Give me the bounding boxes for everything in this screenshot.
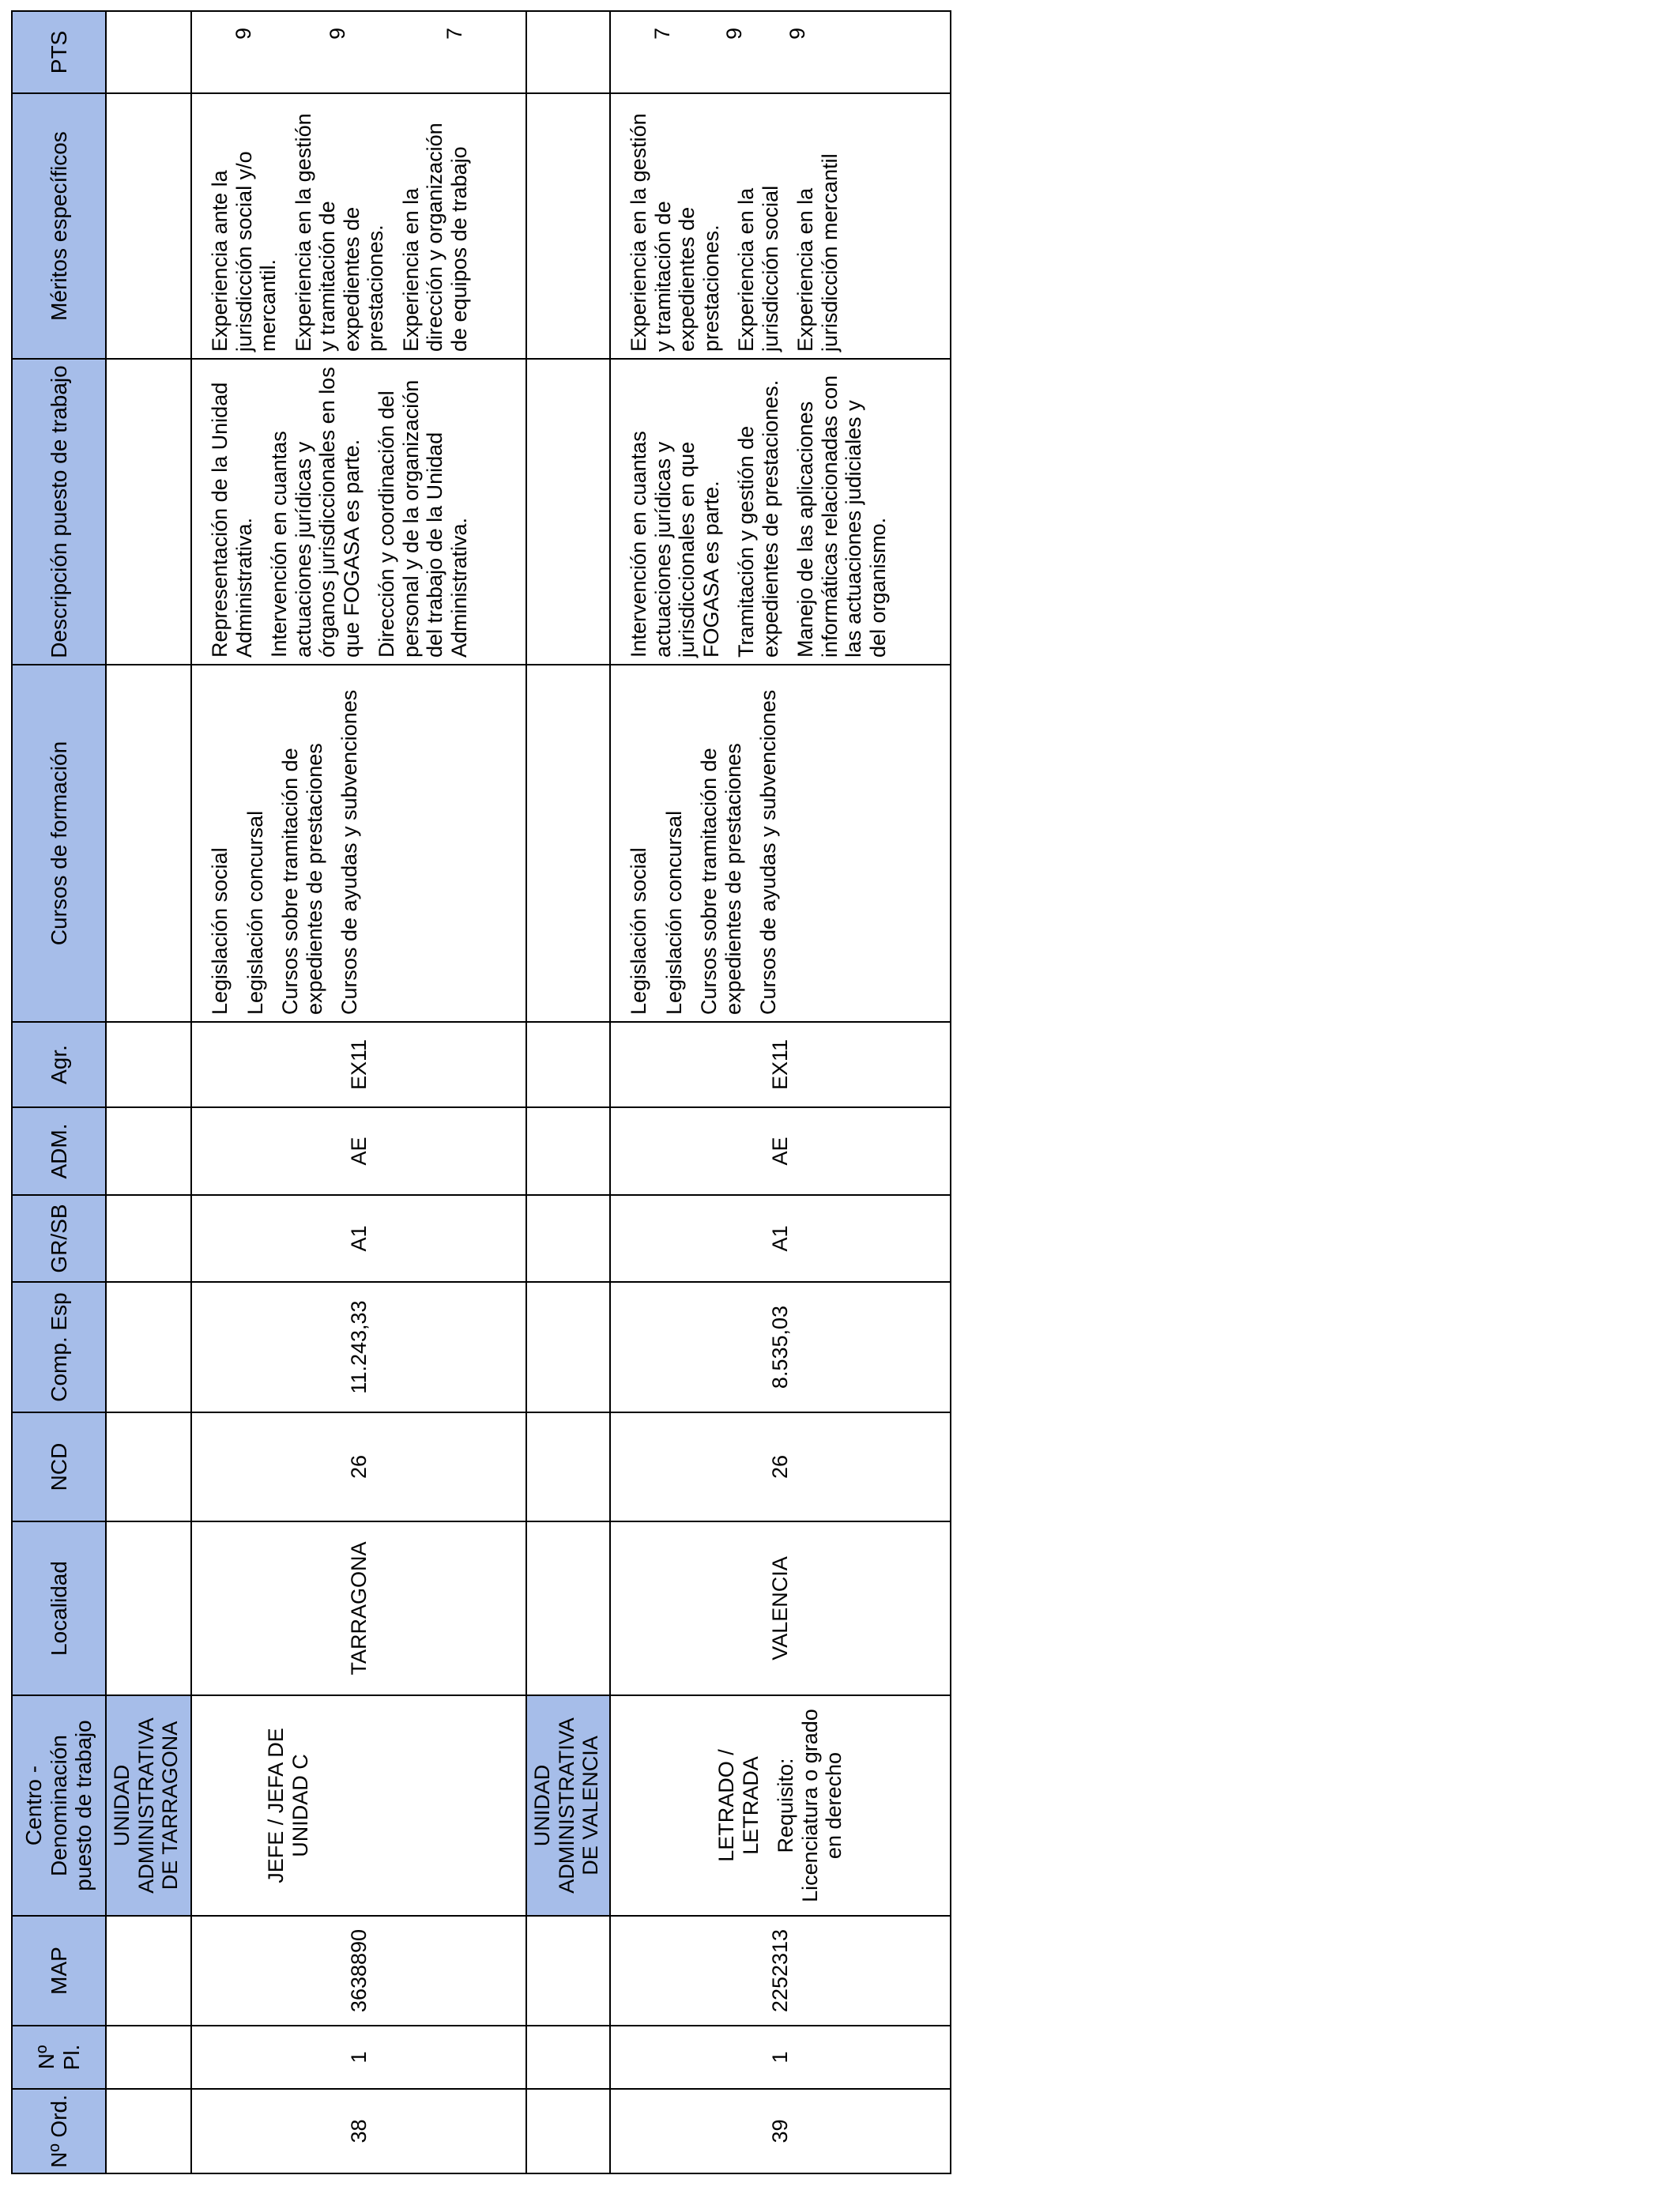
header-row (12, 11, 106, 2173)
cell-adm: AE (610, 1107, 951, 1195)
cell-comp-esp: 11.243,33 (191, 1282, 526, 1412)
header-plazas: Nº Pl. (12, 2026, 106, 2089)
cell-localidad: VALENCIA (610, 1521, 951, 1695)
cell-cursos (610, 665, 951, 1022)
header-grsb: GR/SB (12, 1195, 106, 1282)
header-descripcion: Descripción puesto de trabajo (12, 359, 106, 665)
unit-row-valencia (526, 11, 610, 2173)
cell-ncd: 26 (610, 1412, 951, 1521)
descripcion-item: Intervención en cuantas actuaciones jurídicas y jurisdiccionales en que FOGASA es parte. (627, 431, 723, 658)
unit-row-tarragona (106, 11, 191, 2173)
header-map: MAP (12, 1916, 106, 2026)
cell-adm: AE (191, 1107, 526, 1195)
curso-item: Legislación concursal (243, 810, 267, 1015)
pts-value: 9 (785, 28, 809, 40)
plazas-table (11, 10, 951, 2174)
curso-item: Legislación social (627, 847, 650, 1015)
cell-plazas: 1 (191, 2026, 526, 2089)
cell-agr: EX11 (191, 1022, 526, 1107)
puesto-label: LETRADO / LETRADA (714, 1749, 763, 1862)
unit-title-tarragona: UNIDAD ADMINISTRATIVA DE TARRAGONA (107, 1696, 190, 1915)
pts-value: 7 (443, 28, 466, 40)
header-adm: ADM. (12, 1107, 106, 1195)
cell-meritos (610, 93, 951, 359)
cell-localidad: TARRAGONA (191, 1521, 526, 1695)
cell-orden: 39 (610, 2089, 951, 2173)
merito-item: Experiencia en la gestión y tramitación de expedientes de prestaciones. (627, 113, 723, 352)
requisito-label: Requisito: Licenciatura o grado en derecho (774, 1709, 846, 1902)
descripcion-item: Tramitación y gestión de expedientes de prestaciones. (734, 379, 782, 658)
cell-ncd: 26 (191, 1412, 526, 1521)
curso-item: Cursos de ayudas y subvenciones (337, 689, 361, 1015)
cell-pts (191, 11, 526, 93)
header-localidad: Localidad (12, 1521, 106, 1695)
curso-item: Cursos sobre tramitación de expedientes de prestaciones (697, 743, 745, 1015)
pts-value: 9 (325, 28, 349, 40)
cell-cursos (191, 665, 526, 1022)
header-cursos: Cursos de formación (12, 665, 106, 1022)
header-ncd: NCD (12, 1412, 106, 1521)
curso-item: Legislación social (208, 847, 232, 1015)
cell-orden: 38 (191, 2089, 526, 2173)
cell-grsb: A1 (191, 1195, 526, 1282)
table-row (610, 11, 951, 2173)
cell-puesto (191, 1695, 526, 1916)
cell-meritos (191, 93, 526, 359)
table-row (191, 11, 526, 2173)
merito-item: Experiencia ante la jurisdicción social y/o mercantil. (208, 151, 280, 352)
curso-item: Cursos de ayudas y subvenciones (756, 689, 780, 1015)
header-comp-esp: Comp. Esp (12, 1282, 106, 1412)
cell-descripcion (191, 359, 526, 665)
curso-item: Cursos sobre tramitación de expedientes de prestaciones (278, 743, 326, 1015)
cell-plazas: 1 (610, 2026, 951, 2089)
unit-title-valencia: UNIDAD ADMINISTRATIVA DE VALENCIA (527, 1696, 609, 1915)
cell-pts (610, 11, 951, 93)
descripcion-item: Dirección y coordinación del personal y de la organización del trabajo de la Unidad Administrativa. (375, 379, 471, 658)
puesto-label: JEFE / JEFA DE UNIDAD C (264, 1728, 312, 1883)
merito-item: Experiencia en la jurisdicción social (734, 185, 782, 352)
pts-value: 7 (650, 28, 674, 40)
header-pts: PTS (12, 11, 106, 93)
cell-grsb: A1 (610, 1195, 951, 1282)
descripcion-item: Intervención en cuantas actuaciones jurídicas y órganos jurisdiccionales en los que FOGASA es parte. (267, 367, 363, 658)
pts-value: 9 (721, 28, 746, 40)
cell-comp-esp: 8.535,03 (610, 1282, 951, 1412)
header-centro (12, 1695, 106, 1916)
merito-item: Experiencia en la dirección y organización de equipos de trabajo (398, 123, 471, 352)
merito-item: Experiencia en la jurisdicción mercantil (793, 153, 842, 352)
header-meritos: Méritos específicos (12, 93, 106, 359)
curso-item: Legislación concursal (661, 810, 686, 1015)
merito-item: Experiencia en la gestión y tramitación de expedientes de prestaciones. (291, 113, 387, 352)
cell-map: 3638890 (191, 1916, 526, 2026)
header-agr: Agr. (12, 1022, 106, 1107)
cell-puesto (610, 1695, 951, 1916)
header-centro-label: Centro - Denominación puesto de trabajo (21, 1720, 96, 1891)
cell-descripcion (610, 359, 951, 665)
header-orden: Nº Ord. (12, 2089, 106, 2173)
pts-value: 9 (232, 28, 255, 40)
cell-map: 2252313 (610, 1916, 951, 2026)
descripcion-item: Manejo de las aplicaciones informáticas relacionadas con las actuaciones judiciales y del organismo. (793, 375, 890, 658)
descripcion-item: Representación de la Unidad Administrativa. (208, 382, 256, 658)
cell-agr: EX11 (610, 1022, 951, 1107)
